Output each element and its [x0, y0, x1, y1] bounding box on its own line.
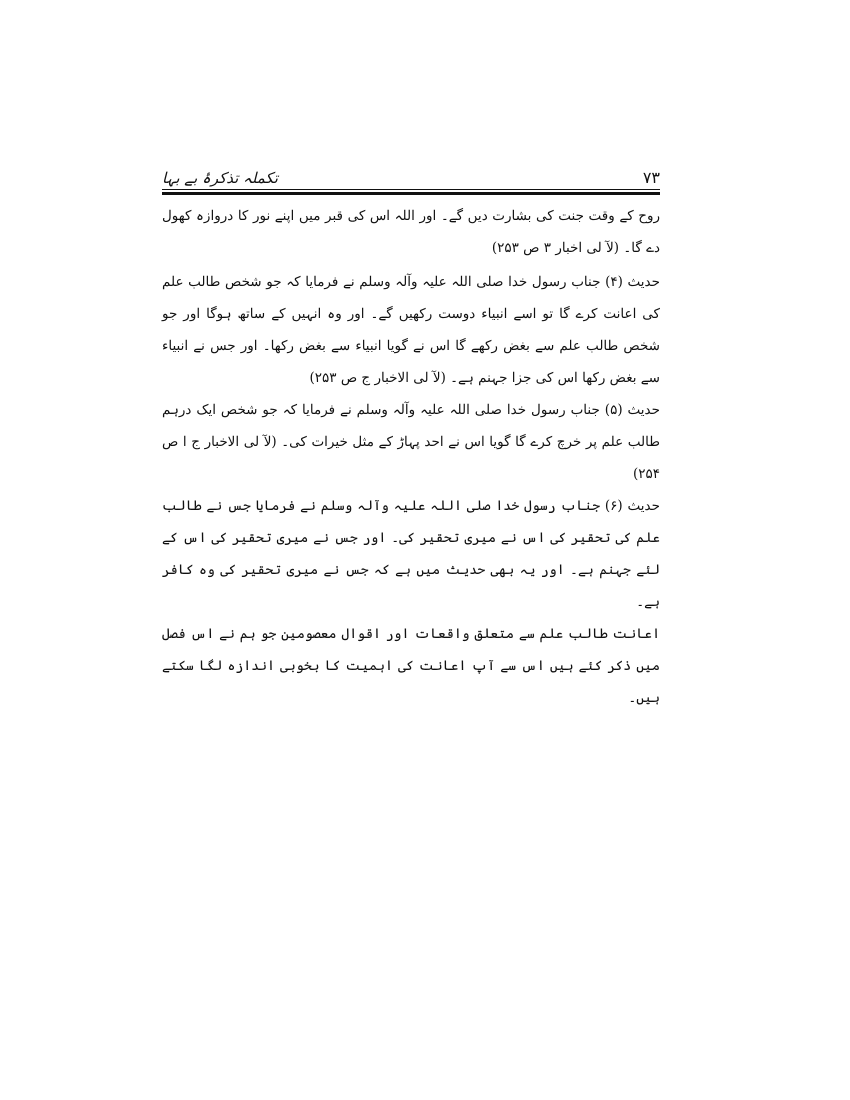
- running-title: تکملہ تذکرۂ بے بہا: [162, 169, 278, 187]
- paragraph-1: روح کے وقت جنت کی بشارت دیں گے۔ اور اللہ اس کی قبر میں اپنے نور کا دروازہ کھول دے گا۔ (لآ لی اخبار ۳ ص ۲۵۳): [162, 208, 660, 256]
- page-header: [162, 168, 660, 188]
- paragraph-5: اعانت طالب علم سے متعلق واقعات اور اقوال معصومین جو ہم نے اس فصل میں ذکر کئے ہیں اس سے آپ اعانت کی اہمیت کا بخوبی اندازہ لگا سکتے ہیں۔: [162, 626, 660, 706]
- body-text: [162, 200, 660, 714]
- paragraph-2: حدیث (۴) جناب رسول خدا صلی اللہ علیہ وآلہ وسلم نے فرمایا کہ جو شخص طالب علم کی اعانت کرے گا تو اسے انبیاء دوست رکھیں گے۔ اور وہ انہیں کے ساتھ ہوگا اور جو شخص طالب علم سے بغض رکھے گا اس نے گویا انبیاء سے بغض رکھا۔ اور جس نے انبیاء سے بغض رکھا اس کی جزا جہنم ہے۔ (لآ لی الاخبار ج ص ۲۵۳): [162, 274, 660, 386]
- header-rule-thick: [162, 192, 660, 195]
- header-rule-thin: [162, 189, 660, 190]
- paragraph-4: حدیث (۶) جناب رسول خدا صلی اللہ علیہ وآلہ وسلم نے فرمایا جس نے طالب علم کی تحقیر کی اس نے میری تحقیر کی۔ اور جس نے میری تحقیر کی اس کے لئے جہنم ہے۔ اور یہ بھی حدیث میں ہے کہ جس نے میری تحقیر کی وہ کافر ہے۔: [162, 498, 660, 610]
- page-number: ۷۳: [642, 168, 660, 187]
- paragraph-3: حدیث (۵) جناب رسول خدا صلی اللہ علیہ وآلہ وسلم نے فرمایا کہ جو شخص ایک درہم طالب علم پر خرچ کرے گا گویا اس نے احد پہاڑ کے مثل خیرات کی۔ (لآ لی الاخبار ج ا ص ۲۵۴): [162, 402, 660, 482]
